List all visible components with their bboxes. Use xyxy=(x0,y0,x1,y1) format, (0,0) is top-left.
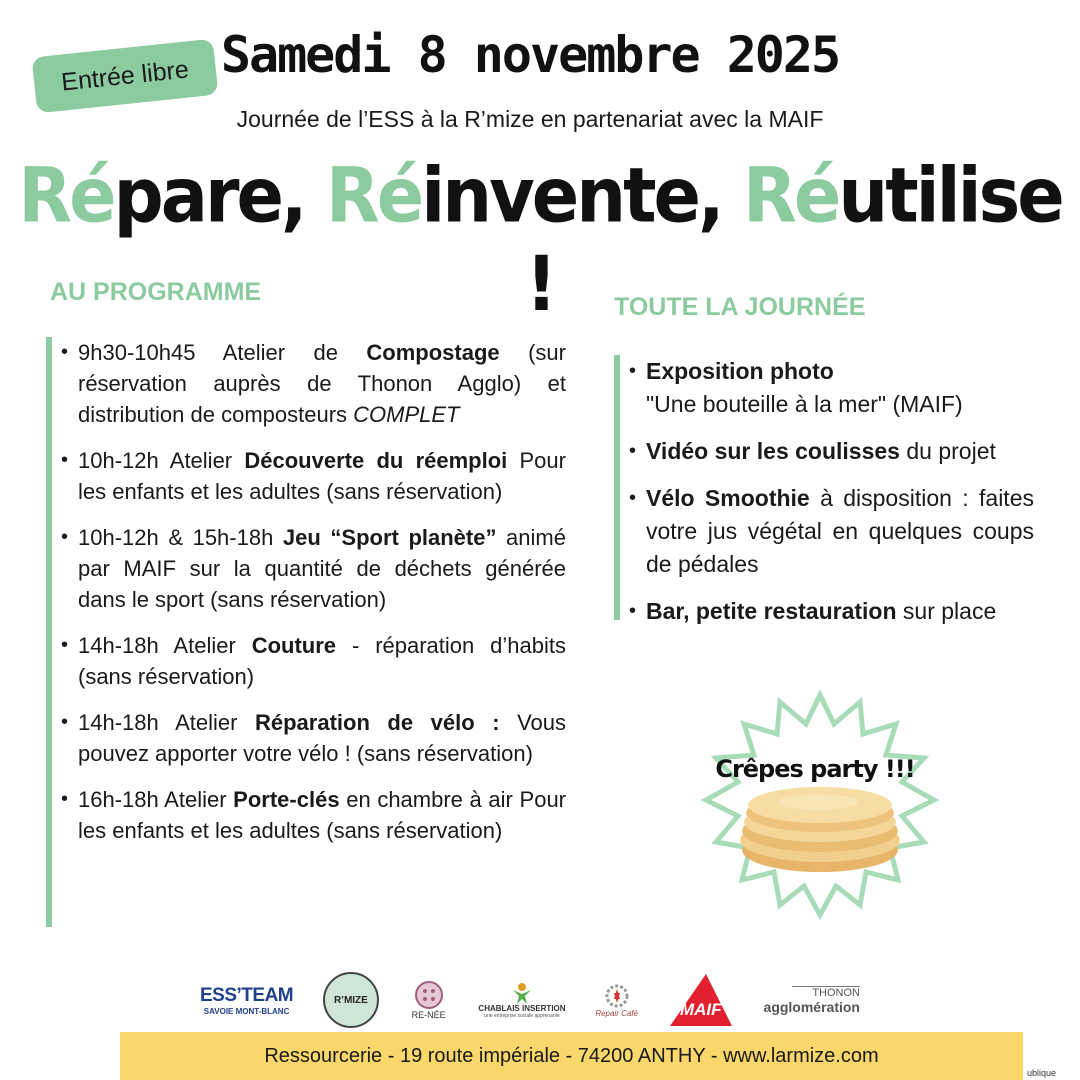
list-item: • 10h-12h & 15h-18h Jeu “Sport planète” animé par MAIF sur la quantité de déchets générée dans le sport (sans réservation) xyxy=(78,522,566,615)
journee-title: TOUTE LA JOURNÉE xyxy=(614,293,866,321)
crepe-stack-image xyxy=(740,787,900,872)
headline-accent-2: Ré xyxy=(325,151,422,240)
partner-logos xyxy=(200,970,860,1030)
list-item: • Vélo Smoothie à disposition : faites votre jus végétal en quelques coups de pédales xyxy=(646,482,1034,581)
corner-text: ublique xyxy=(1026,1068,1056,1078)
list-item: • Bar, petite restauration sur place xyxy=(646,595,1034,628)
headline-accent-1: Ré xyxy=(18,151,114,240)
chablais-logo: CHABLAIS INSERTION une entreprise sociale apprenante xyxy=(478,982,565,1019)
list-item: • Exposition photo "Une bouteille à la mer" (MAIF) xyxy=(646,355,1034,421)
thonon-agglo-logo: THONON agglomération xyxy=(763,986,860,1015)
headline-accent-3: Ré xyxy=(742,151,839,240)
list-item: • 10h-12h Atelier Découverte du réemploi Pour les enfants et les adultes (sans réservation) xyxy=(78,445,566,507)
repair-cafe-logo: Repair Café xyxy=(595,983,638,1018)
crepes-starburst xyxy=(700,690,940,920)
address-text: Ressourcerie - 19 route impériale - 74200 ANTHY - www.larmize.com xyxy=(264,1044,879,1067)
list-item: • 16h-18h Atelier Porte-clés en chambre à air Pour les enfants et les adultes (sans réservation) xyxy=(78,784,566,846)
renee-logo: RE-NÉE xyxy=(409,980,449,1020)
person-icon xyxy=(507,982,537,1004)
headline-word-1: pare, xyxy=(113,151,326,240)
gear-icon xyxy=(602,983,632,1009)
programme-title: AU PROGRAMME xyxy=(50,278,262,306)
crepes-label: Crêpes party !!! xyxy=(715,755,915,783)
rmize-logo: R’MIZE xyxy=(323,972,379,1028)
button-icon xyxy=(409,980,449,1010)
list-item: • 14h-18h Atelier Réparation de vélo : Vous pouvez apporter votre vélo ! (sans réservation) xyxy=(78,707,566,769)
list-item: • 14h-18h Atelier Couture - réparation d’habits (sans réservation) xyxy=(78,630,566,692)
event-subtitle: Journée de l’ESS à la R’mize en partenariat avec la MAIF xyxy=(236,106,824,132)
address-banner xyxy=(120,1032,1023,1080)
headline-word-2: invente, xyxy=(421,151,743,240)
headline-word-3: utilise ! xyxy=(525,151,1062,329)
programme-list xyxy=(46,337,566,927)
badge-label: Entrée libre xyxy=(59,54,190,97)
event-date: Samedi 8 novembre 2025 xyxy=(220,26,840,84)
list-item: • 9h30-10h45 Atelier de Compostage (sur réservation auprès de Thonon Agglo) et distribution de composteurs COMPLET xyxy=(78,337,566,430)
maif-logo: MAIF xyxy=(668,972,734,1028)
journee-list xyxy=(614,355,1034,624)
essteam-logo: ESS’TEAM SAVOIE MONT-BLANC xyxy=(200,984,294,1016)
list-item: • Vidéo sur les coulisses du projet xyxy=(646,435,1034,468)
